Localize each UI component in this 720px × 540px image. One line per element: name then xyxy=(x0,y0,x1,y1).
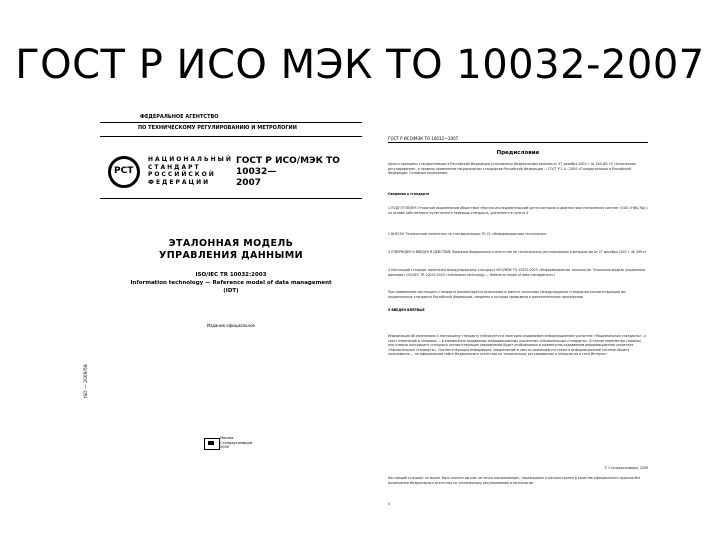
divider xyxy=(100,122,362,123)
preface-page xyxy=(388,108,648,528)
page-number: II xyxy=(388,502,390,506)
info-item: 4 Настоящий стандарт идентичен международному стандарту ИСО/МЭК ТО 10032:2003 «Информационная технология. Эталонная модель управления данными» (ISO/IEC TR 10032:2003 «Information technology — Reference model of data management») xyxy=(388,268,646,277)
info-item: 3 УТВЕРЖДЕН И ВВЕДЕН В ДЕЙСТВИЕ Приказом Федерального агентства по техническому регулированию и метрологии от 27 декабря 2007 г. № 499-ст xyxy=(388,250,647,254)
edition-label: Издание официальное xyxy=(207,323,255,328)
document-title: ЭТАЛОННАЯ МОДЕЛЬ УПРАВЛЕНИЯ ДАННЫМИ xyxy=(159,238,303,261)
info-item: 1 ПОДГОТОВЛЕН Открытым акционерным обществом «Научно-исследовательский центр контроля и диагностики технических систем» (ОАО «НИЦ КД») на основе собственного аутентичного перевода стандарта, указанного в пункте 4 xyxy=(388,206,648,215)
iso-reference: ISO/IEC TR 10032:2003 Information technology — Reference model of data management (IDT) xyxy=(130,272,332,294)
standard-title-page xyxy=(84,108,362,528)
slide-title: ГОСТ Р ИСО МЭК ТО 10032-2007 xyxy=(15,42,705,88)
agency-line-1: ФЕДЕРАЛЬНОЕ АГЕНТСТВО xyxy=(140,114,219,120)
copyright: © Стандартинформ, 2009 xyxy=(604,466,648,470)
agency-line-2: ПО ТЕХНИЧЕСКОМУ РЕГУЛИРОВАНИЮ И МЕТРОЛОГИИ xyxy=(138,125,297,131)
divider xyxy=(100,136,362,137)
divider xyxy=(100,198,362,199)
info-heading: Сведения о стандарте xyxy=(388,192,430,196)
info-item: 5 ВВЕДЕН ВПЕРВЫЕ xyxy=(388,308,425,312)
gost-number: ГОСТ Р ИСО/МЭК ТО 10032— 2007 xyxy=(236,156,340,188)
publisher-block: Москва Стандартинформ 2009 xyxy=(220,436,253,449)
vertical-code: ISO — 2009/58 xyxy=(84,364,89,398)
info-item: 2 ВНЕСЕН Техническим комитетом по стандартизации ТК 22 «Информационные технологии» xyxy=(388,232,547,236)
publisher-stamp-icon xyxy=(204,438,220,450)
info-item: При применении настоящего стандарта рекомендуется использовать вместо ссылочных международных стандартов соответствующие им национальные стандарты Российской Федерации, сведения о которых приведены в дополнительном приложении xyxy=(388,290,626,299)
rst-logo-icon xyxy=(108,156,140,188)
divider xyxy=(388,142,648,143)
preface-title: Предисловие xyxy=(496,150,540,156)
preface-paragraph: Цели и принципы стандартизации в Российской Федерации установлены Федеральным законом от 27 декабря 2002 г. № 184-ФЗ «О техническом регулировании», а правила применения национальных стандартов Российской Федерации — ГОСТ Р 1.0—2004 «Стандартизация в Российской Федерации. Основные положения» xyxy=(388,162,636,176)
page-header: ГОСТ Р ИСО/МЭК ТО 10032—2007 xyxy=(388,136,459,141)
national-standard-label: НАЦИОНАЛЬНЫЙ СТАНДАРТ РОССИЙСКОЙ ФЕДЕРАЦИИ xyxy=(148,156,233,186)
notice-paragraph: Информация об изменениях к настоящему стандарту публикуется в ежегодно издаваемом информационном указателе «Национальные стандарты», а текст изменений и поправок — в ежемесячно издаваемых информационных указателях «Национальные стандарты». В случае пересмотра (замены) или отмены настоящего стандарта соответствующее уведомление будет опубликовано в ежемесячно издаваемом информационном указателе «Национальные стандарты». Соответствующая информация, уведомление и тексты размещаются также в информационной системе общего пользования — на официальном сайте Федерального агентства по техническому регулированию и метрологии в сети Интернет xyxy=(388,334,646,357)
footer-note: Настоящий стандарт не может быть полностью или частично воспроизведен, тиражирован и распространен в качестве официального издания без разрешения Федерального агентства по техническому регулированию и метрологии xyxy=(388,476,641,485)
